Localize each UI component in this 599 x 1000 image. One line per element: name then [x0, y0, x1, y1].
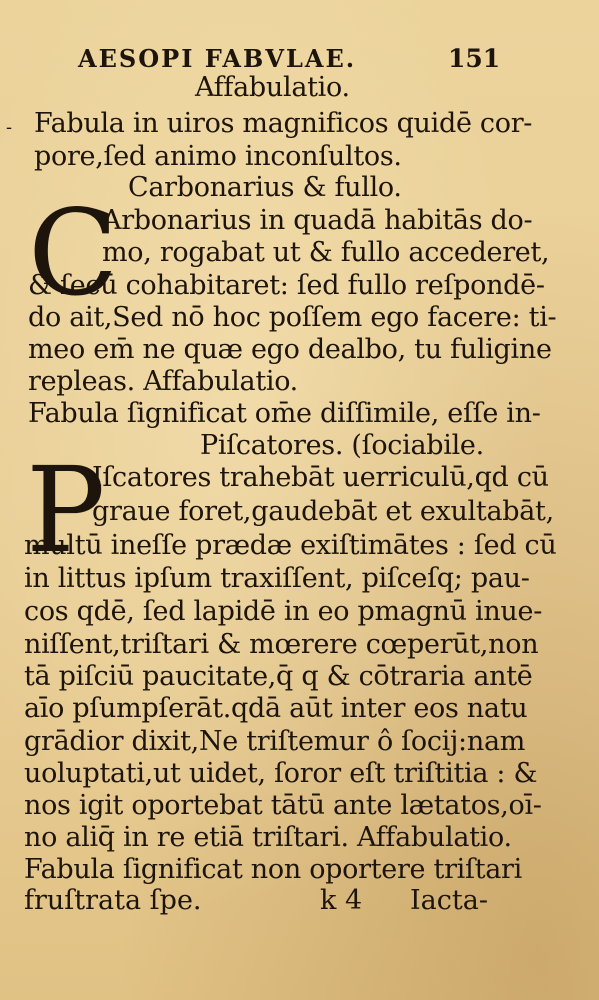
text-line: cos qdē, ſed lapidē in eo pmagnū inue-	[24, 596, 543, 627]
text-line: in littus ipſum traxiſſent, piſceſq; pau-	[24, 563, 530, 594]
running-title: AESOPI FABVLAE.	[78, 44, 357, 73]
dropcap-c: C	[28, 184, 119, 322]
text-line: Iſcatores trahebāt uerriculū,qd cū	[92, 462, 549, 493]
text-line: Fabula ſignificat non oportere triſtari	[24, 854, 522, 885]
text-line: Fabula ſignificat om̄e diſſimile, eſſe in-	[28, 398, 541, 429]
text-line: pore,ſed animo inconſultos.	[34, 141, 402, 172]
text-line: mo, rogabat ut & fullo accederet,	[102, 237, 550, 268]
text-line-affabulatio-3: no aliq̄ in re etiā triſtari. Affabulatio.	[24, 822, 512, 853]
fable-title-piscatores: Piſcatores. (ſociabile.	[200, 430, 484, 461]
page-number: 151	[448, 44, 501, 73]
text-line: aīo pſumpſerāt.qdā aūt inter eos natu	[24, 693, 528, 724]
text-line: meo em̄ ne quæ ego dealbo, tu fuligine	[28, 334, 552, 365]
text-line: tā piſciū paucitate,q̄ q & cōtraria antē	[24, 661, 533, 692]
text-line: niſſent,triſtari & mœrere cœperūt,non	[24, 629, 539, 660]
last-text-line: fruſtrata ſpe.	[24, 885, 202, 916]
margin-mark: -	[6, 117, 13, 138]
text-line: graue foret,gaudebāt et exultabāt,	[92, 496, 554, 527]
fable-title-carbonarius: Carbonarius & fullo.	[128, 172, 402, 203]
text-line: multū ineſſe prædæ exiſtimātes : ſed cū	[24, 530, 557, 561]
text-line-affabulatio-heading-1: Affabulatio.	[195, 72, 350, 103]
signature-mark: k 4	[320, 885, 363, 916]
text-line: & ſecū cohabitaret: ſed fullo reſpondē-	[28, 270, 545, 301]
text-line: Fabula in uiros magnificos quidē cor-	[34, 108, 533, 139]
catchword: Iacta-	[410, 885, 488, 916]
text-line-affabulatio-2: repleas. Affabulatio.	[28, 366, 298, 397]
text-line: nos igit oportebat tātū ante lætatos,oī-	[24, 790, 542, 821]
text-line: Arbonarius in quadā habitās do-	[102, 205, 533, 236]
text-line: do ait,Sed nō hoc poſſem ego facere: ti-	[28, 302, 557, 333]
text-line: grādior dixit,Ne triſtemur ô ſocij:nam	[24, 726, 526, 757]
text-line: uoluptati,ut uidet, ſoror eſt triſtitia : &	[24, 758, 538, 789]
dropcap-p: P	[26, 441, 106, 579]
